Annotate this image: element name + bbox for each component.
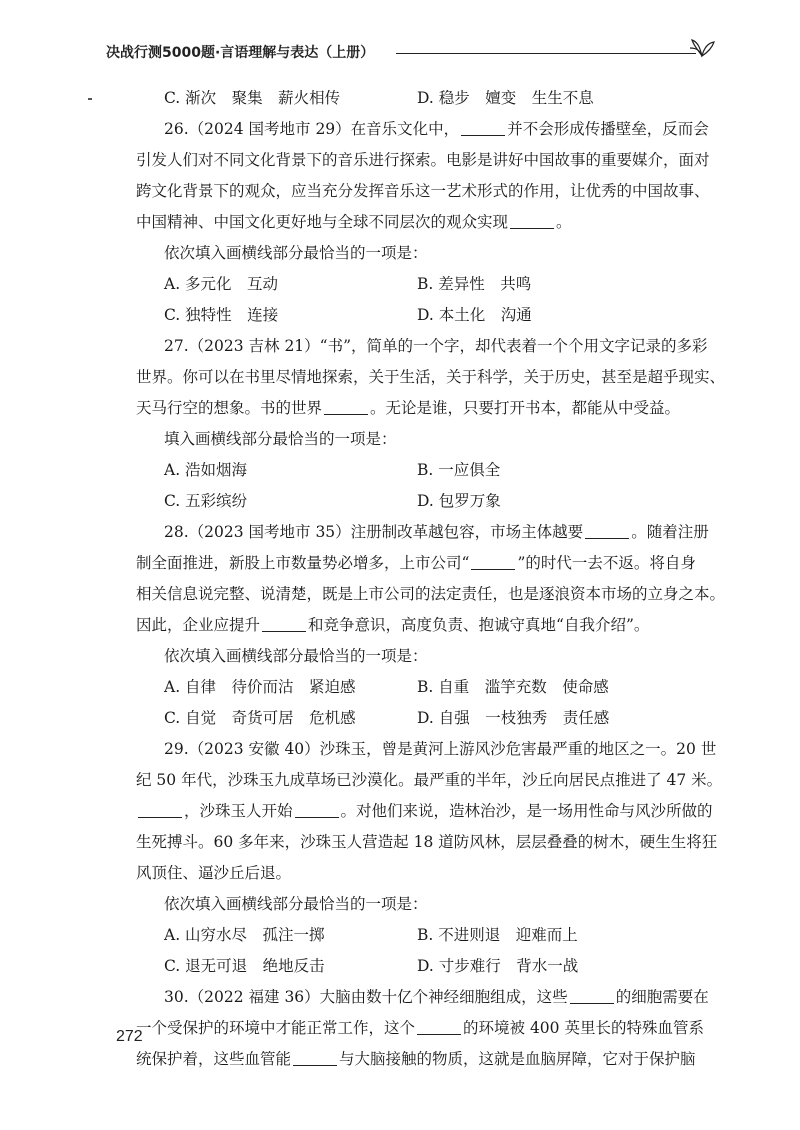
q29-line-4: 生死搏斗。60 多年来，沙珠玉人营造起 18 道防风林，层层叠叠的树木，硬生生将狂	[136, 833, 718, 851]
q26-text: 。	[556, 213, 572, 231]
q29-line-3	[136, 796, 718, 827]
fill-blank	[471, 551, 515, 570]
q28-text: ”的时代一去不返。将自身	[517, 554, 696, 572]
q29-prompt: 依次填入画横线部分最恰当的一项是：	[164, 895, 428, 913]
option-c: C. 渐次 聚集 薪火相传	[164, 89, 341, 107]
q26-text: 中国精神、中国文化更好地与全球不同层次的观众实现	[136, 213, 509, 231]
q26-line-1	[136, 114, 718, 145]
q29-line-5: 风顶住、逼沙丘后退。	[136, 864, 292, 882]
page-body	[136, 83, 726, 1075]
q27-line-2: 世界。你可以在书里尽情地探索，关于生活，关于科学，关于历史，甚至是超乎现实、	[136, 368, 726, 386]
option-d: D. 寸步难行 背水一战	[417, 957, 579, 975]
page-number: 272	[116, 1028, 143, 1045]
option-b: B. 一应俱全	[417, 461, 501, 479]
q26-options-ab	[136, 269, 718, 300]
q28-text: 制全面推进，新股上市数量势必增多，上市公司“	[136, 554, 470, 572]
q28-prompt: 依次填入画横线部分最恰当的一项是：	[164, 647, 428, 665]
q27-line-3	[136, 393, 718, 424]
running-header	[106, 42, 716, 68]
fill-blank	[585, 520, 629, 539]
option-c: C. 独特性 连接	[164, 306, 279, 324]
q26-line-3: 跨文化背景下的观众，应当充分发挥音乐这一艺术形式的作用，让优秀的中国故事、	[136, 182, 710, 200]
option-b: B. 差异性 共鸣	[417, 275, 532, 293]
q30-line-3	[136, 1044, 718, 1075]
fill-blank	[293, 1047, 337, 1066]
option-a: A. 山穷水尽 孤注一掷	[164, 926, 325, 944]
fill-blank	[295, 799, 339, 818]
q30-text: 统保护着，这些血管能	[136, 1050, 292, 1068]
q30-line-2	[136, 1013, 718, 1044]
q26-text: 26.（2024 国考地市 29）在音乐文化中，	[164, 120, 460, 138]
sprout-leaf-icon	[688, 34, 716, 60]
fill-blank	[324, 396, 368, 415]
q27-options-cd	[136, 486, 718, 517]
q28-line-1	[136, 517, 718, 548]
scan-artifact	[88, 98, 92, 100]
prev-question-options	[136, 83, 718, 114]
q28-line-4	[136, 610, 718, 641]
q28-line-2	[136, 548, 718, 579]
q27-prompt: 填入画横线部分最恰当的一项是：	[164, 430, 397, 448]
option-d: D. 稳步 嬗变 生生不息	[417, 89, 594, 107]
q26-line-2: 引发人们对不同文化背景下的音乐进行探索。电影是讲好中国故事的重要媒介，面对	[136, 151, 710, 169]
q29-options-ab	[136, 920, 718, 951]
q28-text: 。随着注册	[631, 523, 709, 541]
q29-line-1: 29.（2023 安徽 40）沙珠玉，曾是黄河上游风沙危害最严重的地区之一。20 世	[164, 740, 717, 758]
q30-text: 30.（2022 福建 36）大脑由数十亿个神经细胞组成，这些	[164, 988, 568, 1006]
q30-text: 的细胞需要在	[615, 988, 709, 1006]
q26-line-4	[136, 207, 718, 238]
fill-blank	[461, 117, 505, 136]
option-a: A. 浩如烟海	[164, 461, 248, 479]
fill-blank	[570, 985, 614, 1004]
fill-blank	[510, 210, 554, 229]
q30-line-1	[136, 982, 718, 1013]
q26-prompt: 依次填入画横线部分最恰当的一项是：	[164, 244, 428, 262]
option-a: A. 多元化 互动	[164, 275, 279, 293]
option-b: B. 自重 滥竽充数 使命感	[417, 678, 609, 696]
q28-text: 因此，企业应提升	[136, 616, 261, 634]
q26-text: 并不会形成传播壁垒，反而会	[507, 120, 709, 138]
option-c: C. 自觉 奇货可居 危机感	[164, 709, 356, 727]
q29-text: ，沙珠玉人开始	[184, 802, 293, 820]
fill-blank	[138, 799, 182, 818]
q30-text: 的环境被 400 英里长的特殊血管系	[463, 1019, 704, 1037]
q27-line-1: 27.（2023 吉林 21）“书”，简单的一个字，却代表着一个个用文字记录的多彩	[164, 337, 708, 355]
q27-options-ab	[136, 455, 718, 486]
q29-options-cd	[136, 951, 718, 982]
q26-options-cd	[136, 300, 718, 331]
q30-text: 一个受保护的环境中才能正常工作，这个	[136, 1019, 416, 1037]
fill-blank	[262, 613, 306, 632]
q28-line-3: 相关信息说完整、说清楚，既是上市公司的法定责任，也是逐浪资本市场的立身之本。	[136, 585, 726, 603]
option-d: D. 自强 一枝独秀 责任感	[417, 709, 610, 727]
q27-text: 。无论是谁，只要打开书本，都能从中受益。	[370, 399, 681, 417]
q27-text: 天马行空的想象。书的世界	[136, 399, 323, 417]
book-title: 决战行测5000题·言语理解与表达（上册）	[106, 42, 380, 62]
option-a: A. 自律 待价而沽 紧迫感	[164, 678, 356, 696]
q28-options-ab	[136, 672, 718, 703]
fill-blank	[417, 1016, 461, 1035]
q28-options-cd	[136, 703, 718, 734]
q30-text: 与大脑接触的物质，这就是血脑屏障，它对于保护脑	[339, 1050, 696, 1068]
option-d: D. 本土化 沟通	[417, 306, 532, 324]
header-rule	[396, 53, 696, 54]
option-d: D. 包罗万象	[417, 492, 501, 510]
option-c: C. 五彩缤纷	[164, 492, 248, 510]
q29-line-2: 纪 50 年代，沙珠玉九成草场已沙漠化。最严重的半年，沙丘向居民点推进了 47 米。	[136, 771, 723, 789]
option-c: C. 退无可退 绝地反击	[164, 957, 325, 975]
q28-text: 28.（2023 国考地市 35）注册制改革越包容，市场主体越要	[164, 523, 584, 541]
q29-text: 。对他们来说，造林治沙，是一场用性命与风沙所做的	[340, 802, 713, 820]
q28-text: 和竞争意识，高度负责、抱诚守真地“自我介绍”。	[308, 616, 650, 634]
option-b: B. 不进则退 迎难而上	[417, 926, 578, 944]
